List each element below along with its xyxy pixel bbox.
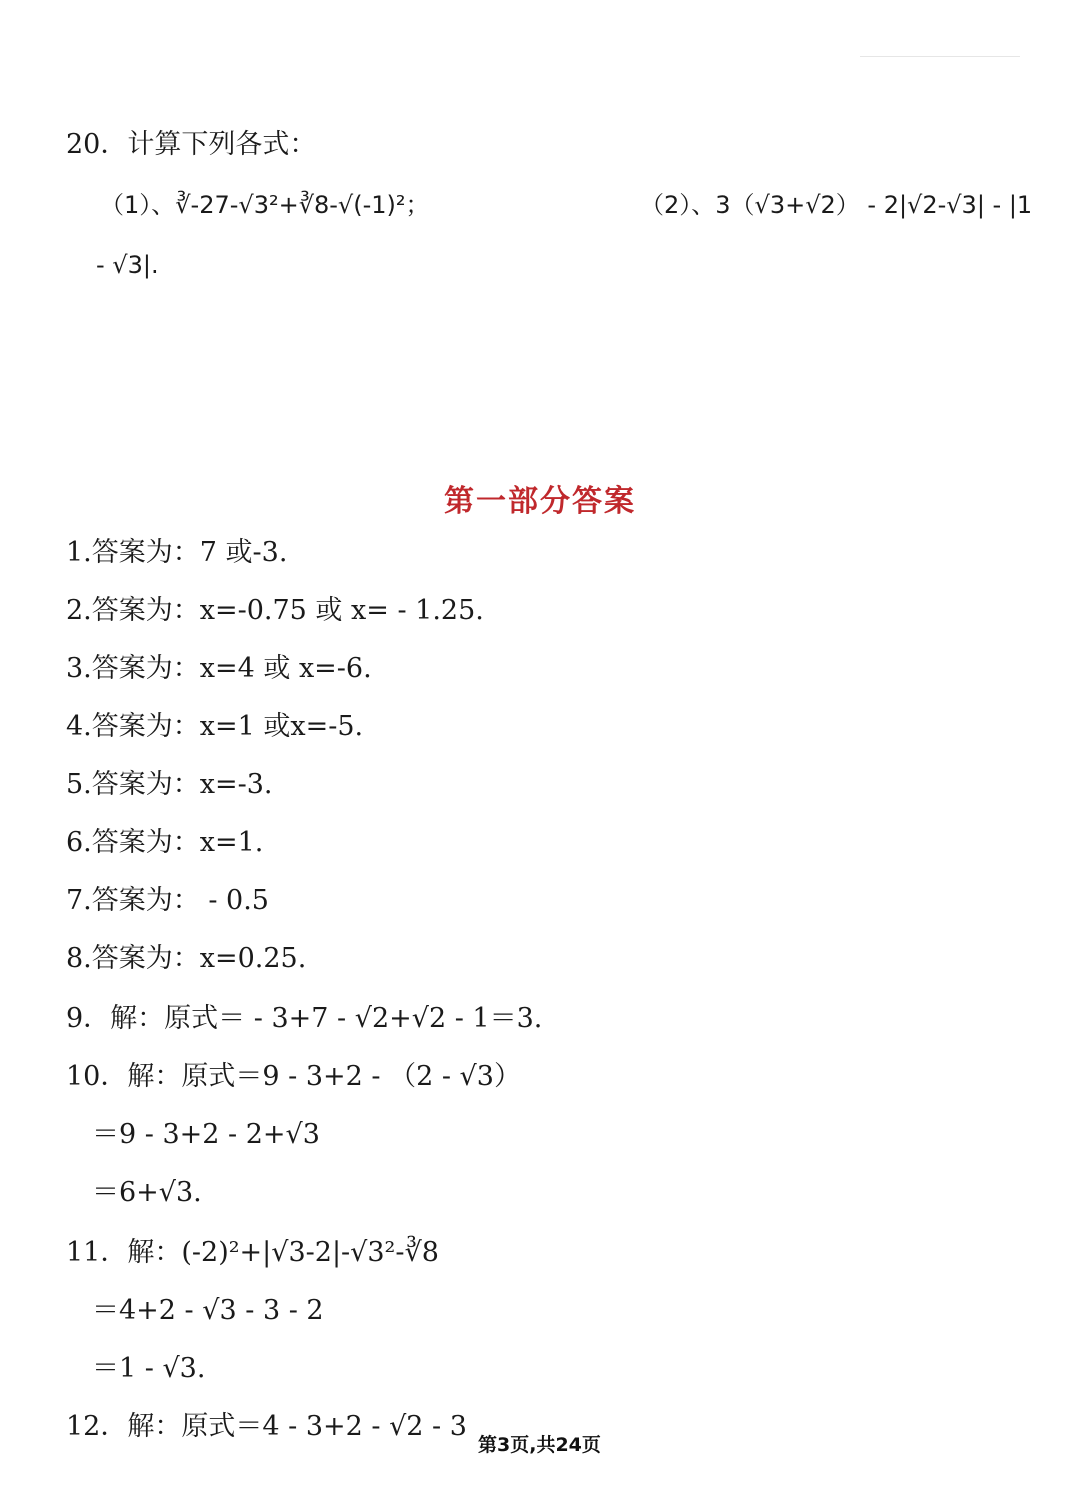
answer-10-step-3: ＝6+√3. [92,1177,202,1208]
answer-3: 3.答案为：x=4 或 x=-6. [66,653,372,684]
page-number: 第3页,共24页 [478,1434,601,1456]
answer-12: 12．解：原式＝4 - 3+2 - √2 - 3 [66,1411,467,1442]
answer-10-step-2: ＝9 - 3+2 - 2+√3 [92,1119,320,1150]
answer-2: 2.答案为：x=-0.75 或 x= - 1.25. [66,595,484,626]
question-20-title: 20．计算下列各式： [66,129,317,160]
question-20-part-2: （2）、3（√3+√2） - 2|√2-√3| - |1 [640,191,1033,219]
answer-8: 8.答案为：x=0.25. [66,943,307,974]
question-20-part-1: （1）、∛-27-√3²+∛8-√(-1)²； [100,191,430,219]
answer-6: 6.答案为：x=1. [66,827,264,858]
answer-10: 10．解：原式＝9 - 3+2 - （2 - √3） [66,1061,521,1092]
answer-11: 11．解：(-2)²+|√3-2|-√3²-∛8 [66,1237,439,1268]
question-20-part-2-continued: - √3|. [96,251,159,279]
answer-5: 5.答案为：x=-3. [66,769,273,800]
answer-1: 1.答案为：7 或-3. [66,537,288,568]
answer-7: 7.答案为： - 0.5 [66,885,269,916]
section-title: 第一部分答案 [444,484,636,519]
answer-9: 9．解：原式＝ - 3+7 - √2+√2 - 1＝3. [66,1003,543,1034]
answer-4: 4.答案为：x=1 或x=-5. [66,711,364,742]
answer-11-step-2: ＝4+2 - √3 - 3 - 2 [92,1295,324,1326]
header-rule [860,56,1020,57]
answer-11-step-3: ＝1 - √3. [92,1353,206,1384]
